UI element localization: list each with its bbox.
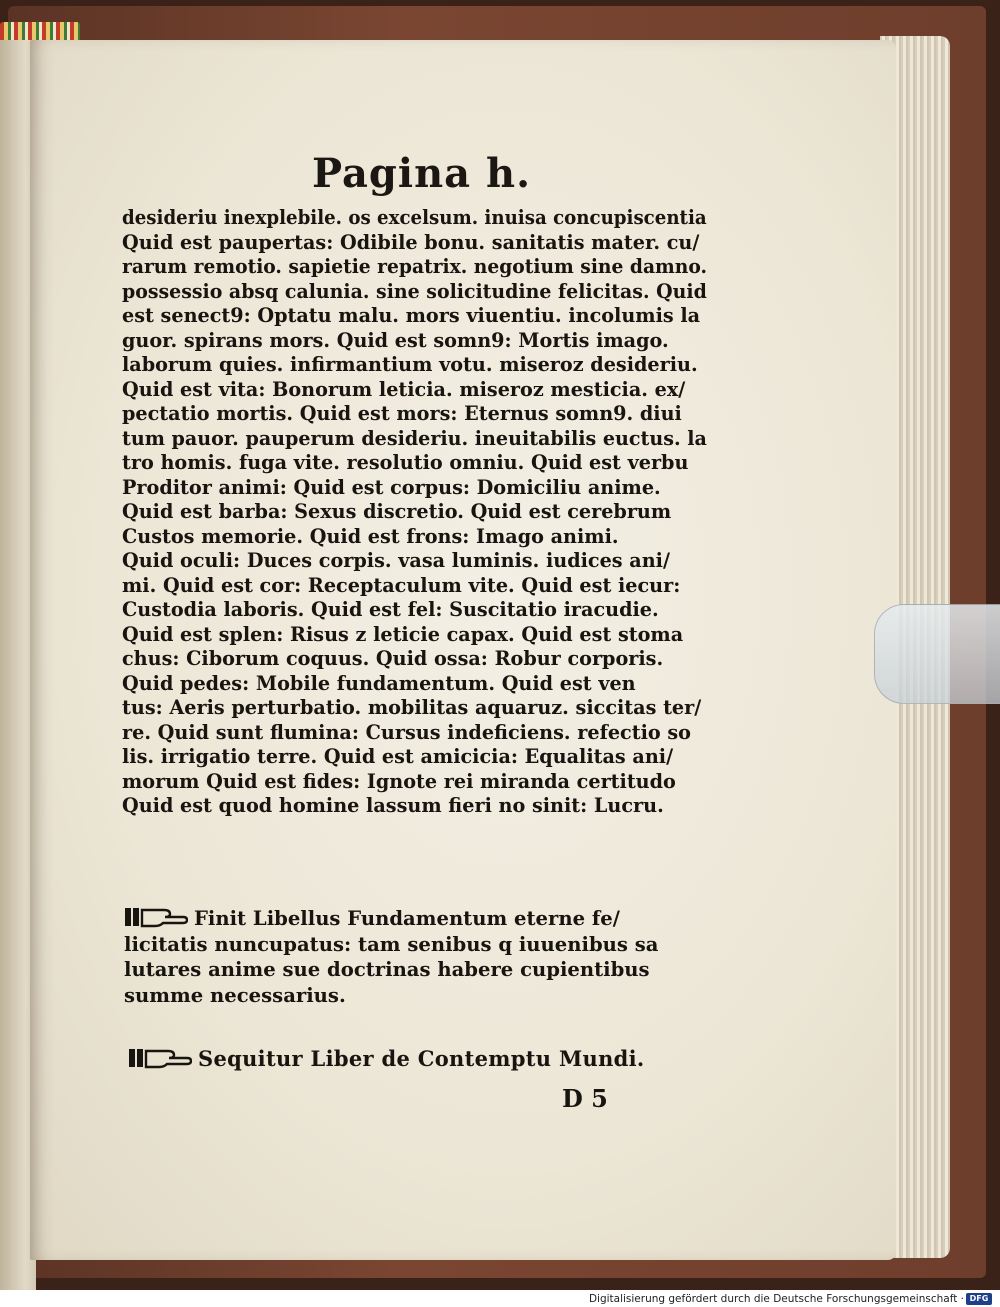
text-line: possessio absq calunia. sine solicitudine felicitas. Quid bbox=[122, 279, 707, 303]
text-line: tum pauor. pauperum desideriu. ineuitabilis euctus. la bbox=[122, 426, 707, 450]
text-line: tro homis. fuga vite. resolutio omniu. Quid est verbu bbox=[122, 451, 689, 474]
text-line: Quid est vita: Bonorum leticia. miseroz mesticia. ex/ bbox=[122, 377, 686, 401]
colophon bbox=[124, 906, 709, 1008]
glass-page-clamp bbox=[874, 604, 1000, 704]
manicule-icon bbox=[128, 1047, 192, 1069]
text-line: Proditor animi: Quid est corpus: Domiciliu anime. bbox=[122, 475, 661, 499]
main-text-block bbox=[122, 206, 707, 819]
text-line: laborum quies. infirmantium votu. miseroz desideriu. bbox=[122, 353, 698, 376]
signature-mark: D 5 bbox=[562, 1084, 608, 1113]
text-line: Custodia laboris. Quid est fel: Suscitatio iracudie. bbox=[122, 598, 659, 621]
funding-credit: Digitalisierung gefördert durch die Deutsche Forschungsgemeinschaft · bbox=[588, 1293, 964, 1305]
text-line: Quid est paupertas: Odibile bonu. sanitatis mater. cu/ bbox=[122, 230, 700, 254]
text-line: rarum remotio. sapietie repatrix. negotium sine damno. bbox=[122, 255, 708, 278]
colophon-line bbox=[124, 906, 709, 932]
colophon-line: licitatis nuncupatus: tam senibus q iuuenibus sa bbox=[124, 932, 659, 956]
text-line: desideriu inexplebile. os excelsum. inuisa concupiscentia bbox=[122, 206, 707, 229]
manicule-icon bbox=[124, 906, 188, 928]
text-line: lis. irrigatio terre. Quid est amicicia: Equalitas ani/ bbox=[122, 745, 674, 768]
text-line: mi. Quid est cor: Receptaculum vite. Quid est iecur: bbox=[122, 573, 681, 597]
text-line: Quid est quod homine lassum fieri no sinit: Lucru. bbox=[122, 794, 664, 817]
colophon-line: summe necessarius. bbox=[124, 983, 346, 1007]
sequitur-line bbox=[128, 1046, 645, 1071]
text-line: Quid est splen: Risus z leticie capax. Quid est stoma bbox=[122, 622, 684, 646]
text-line: morum Quid est fides: Ignote rei miranda certitudo bbox=[122, 769, 676, 793]
text-line: Quid oculi: Duces corpis. vasa luminis. iudices ani/ bbox=[122, 549, 670, 572]
dfg-logo: DFG bbox=[966, 1293, 992, 1305]
text-line: chus: Ciborum coquus. Quid ossa: Robur corporis. bbox=[122, 647, 664, 670]
text-line: Quid pedes: Mobile fundamentum. Quid est ven bbox=[122, 671, 636, 695]
text-line: Quid est barba: Sexus discretio. Quid est cerebrum bbox=[122, 500, 672, 523]
text-line: est senect9: Optatu malu. mors viuentiu. incolumis la bbox=[122, 304, 701, 327]
colophon-line: lutares anime sue doctrinas habere cupientibus bbox=[124, 958, 650, 981]
text-line: guor. spirans mors. Quid est somn9: Mortis imago. bbox=[122, 328, 669, 352]
text-line: re. Quid sunt flumina: Cursus indeficiens. refectio so bbox=[122, 720, 691, 744]
sequitur-text: Sequitur Liber de Contemptu Mundi. bbox=[198, 1046, 645, 1071]
text-line: pectatio mortis. Quid est mors: Eternus somn9. diui bbox=[122, 402, 682, 425]
colophon-text: Finit Libellus Fundamentum eterne fe/ bbox=[194, 907, 620, 930]
text-line: Custos memorie. Quid est frons: Imago animi. bbox=[122, 524, 619, 548]
text-line: tus: Aeris perturbatio. mobilitas aquaruz. siccitas ter/ bbox=[122, 696, 702, 719]
page-header: Pagina h. bbox=[312, 150, 532, 197]
